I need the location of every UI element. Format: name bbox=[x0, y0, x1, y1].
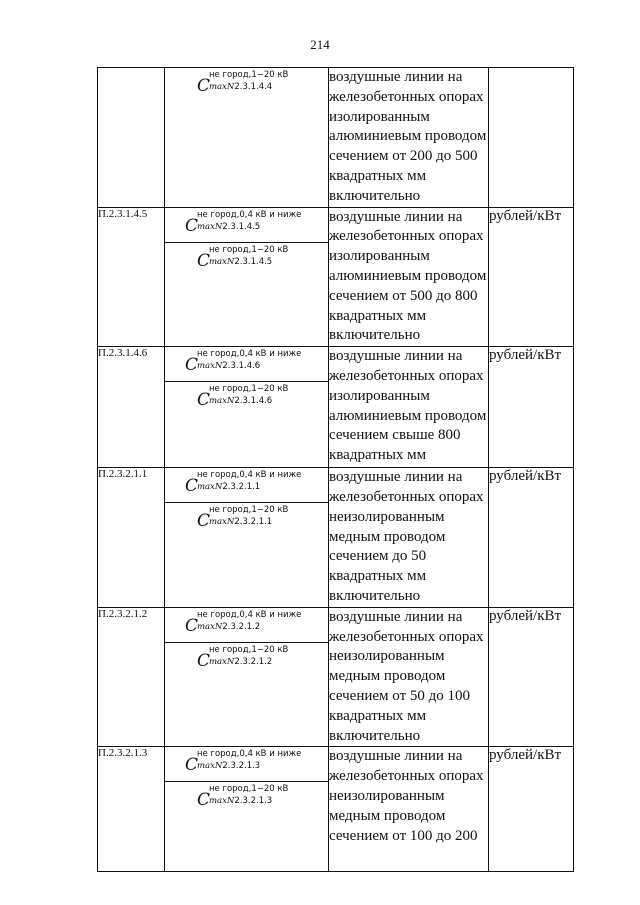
formula-superscript: не город,1−20 кВ bbox=[209, 384, 289, 395]
row-code bbox=[98, 68, 165, 208]
formula-superscript: не город,0,4 кВ и ниже bbox=[197, 209, 302, 220]
row-code: П.2.3.1.4.5 bbox=[98, 207, 165, 347]
tariff-table-body bbox=[98, 68, 574, 872]
rate-formula bbox=[185, 209, 302, 236]
formula-cell bbox=[165, 347, 329, 468]
formula-superscript: не город,1−20 кВ bbox=[209, 644, 289, 655]
tariff-table bbox=[97, 67, 574, 872]
formula-block bbox=[165, 468, 328, 503]
formula-superscript: не город,1−20 кВ bbox=[209, 244, 289, 255]
formula-superscript: не город,1−20 кВ bbox=[209, 70, 289, 80]
row-unit: рублей/кВт bbox=[489, 468, 574, 608]
row-code: П.2.3.1.4.6 bbox=[98, 347, 165, 468]
row-description: воздушные линии на железобетонных опорах изолированным алюминиевым проводом сечением от 500 до 800 квадратных мм включительно bbox=[329, 207, 489, 347]
row-code: П.2.3.2.1.1 bbox=[98, 468, 165, 608]
table-row bbox=[98, 468, 574, 608]
formula-block bbox=[165, 243, 328, 277]
row-unit: рублей/кВт bbox=[489, 347, 574, 468]
formula-block bbox=[165, 782, 328, 816]
formula-cell bbox=[165, 607, 329, 747]
row-description: воздушные линии на железобетонных опорах изолированным алюминиевым проводом сечением от 200 до 500 квадратных мм включительно bbox=[329, 68, 489, 208]
row-description: воздушные линии на железобетонных опорах неизолированным медным проводом сечением от 100 до 200 bbox=[329, 747, 489, 872]
formula-block bbox=[165, 643, 328, 677]
formula-symbol: C bbox=[185, 355, 199, 376]
formula-superscript: не город,0,4 кВ и ниже bbox=[197, 609, 302, 620]
rate-formula bbox=[197, 784, 289, 811]
rate-formula bbox=[185, 470, 302, 497]
formula-block bbox=[165, 503, 328, 537]
formula-subscript: maxN2.3.2.1.1 bbox=[209, 517, 273, 528]
formula-subscript: maxN2.3.2.1.3 bbox=[197, 761, 261, 772]
formula-block bbox=[165, 68, 328, 102]
formula-superscript: не город,0,4 кВ и ниже bbox=[197, 470, 302, 481]
formula-subscript: maxN2.3.1.4.6 bbox=[209, 396, 273, 407]
table-row bbox=[98, 68, 574, 208]
formula-subscript: maxN2.3.2.1.3 bbox=[209, 796, 273, 807]
table-row bbox=[98, 347, 574, 468]
formula-block bbox=[165, 608, 328, 643]
rate-formula bbox=[185, 349, 302, 376]
row-unit: рублей/кВт bbox=[489, 747, 574, 872]
formula-subscript: maxN2.3.1.4.4 bbox=[209, 82, 273, 92]
row-unit bbox=[489, 68, 574, 208]
formula-block bbox=[165, 382, 328, 416]
formula-symbol: C bbox=[197, 250, 211, 271]
formula-symbol: C bbox=[197, 650, 211, 671]
rate-formula bbox=[197, 244, 289, 271]
formula-symbol: C bbox=[185, 755, 199, 776]
formula-block bbox=[165, 747, 328, 782]
formula-symbol: C bbox=[197, 790, 211, 811]
formula-superscript: не город,0,4 кВ и ниже bbox=[197, 349, 302, 360]
page-number: 214 bbox=[310, 37, 330, 52]
rate-formula bbox=[197, 70, 289, 96]
formula-symbol: C bbox=[185, 476, 199, 497]
row-description: воздушные линии на железобетонных опорах неизолированным медным проводом сечением до 50 квадратных мм включительно bbox=[329, 468, 489, 608]
formula-subscript: maxN2.3.1.4.5 bbox=[209, 256, 273, 267]
formula-superscript: не город,1−20 кВ bbox=[209, 784, 289, 795]
rate-formula bbox=[197, 505, 289, 532]
formula-subscript: maxN2.3.2.1.2 bbox=[209, 656, 273, 667]
row-description: воздушные линии на железобетонных опорах изолированным алюминиевым проводом сечением свыше 800 квадратных мм bbox=[329, 347, 489, 468]
table-row bbox=[98, 607, 574, 747]
rate-formula bbox=[197, 384, 289, 411]
row-unit: рублей/кВт bbox=[489, 207, 574, 347]
rate-formula bbox=[185, 749, 302, 776]
formula-symbol: C bbox=[197, 511, 211, 532]
row-code: П.2.3.2.1.2 bbox=[98, 607, 165, 747]
row-description: воздушные линии на железобетонных опорах неизолированным медным проводом сечением от 50 до 100 квадратных мм включительно bbox=[329, 607, 489, 747]
formula-subscript: maxN2.3.2.1.1 bbox=[197, 482, 261, 493]
formula-subscript: maxN2.3.1.4.6 bbox=[197, 361, 261, 372]
formula-cell bbox=[165, 68, 329, 208]
formula-symbol: C bbox=[185, 615, 199, 636]
row-unit: рублей/кВт bbox=[489, 607, 574, 747]
formula-symbol: C bbox=[197, 390, 211, 411]
formula-cell bbox=[165, 468, 329, 608]
table-row bbox=[98, 747, 574, 872]
formula-cell bbox=[165, 747, 329, 872]
formula-symbol: C bbox=[185, 215, 199, 236]
formula-block bbox=[165, 208, 328, 243]
row-code: П.2.3.2.1.3 bbox=[98, 747, 165, 872]
formula-subscript: maxN2.3.1.4.5 bbox=[197, 221, 261, 232]
rate-formula bbox=[197, 644, 289, 671]
formula-superscript: не город,1−20 кВ bbox=[209, 505, 289, 516]
formula-cell bbox=[165, 207, 329, 347]
table-row bbox=[98, 207, 574, 347]
formula-subscript: maxN2.3.2.1.2 bbox=[197, 621, 261, 632]
formula-block bbox=[165, 347, 328, 382]
rate-formula bbox=[185, 609, 302, 636]
formula-symbol: C bbox=[197, 76, 211, 96]
formula-superscript: не город,0,4 кВ и ниже bbox=[197, 749, 302, 760]
